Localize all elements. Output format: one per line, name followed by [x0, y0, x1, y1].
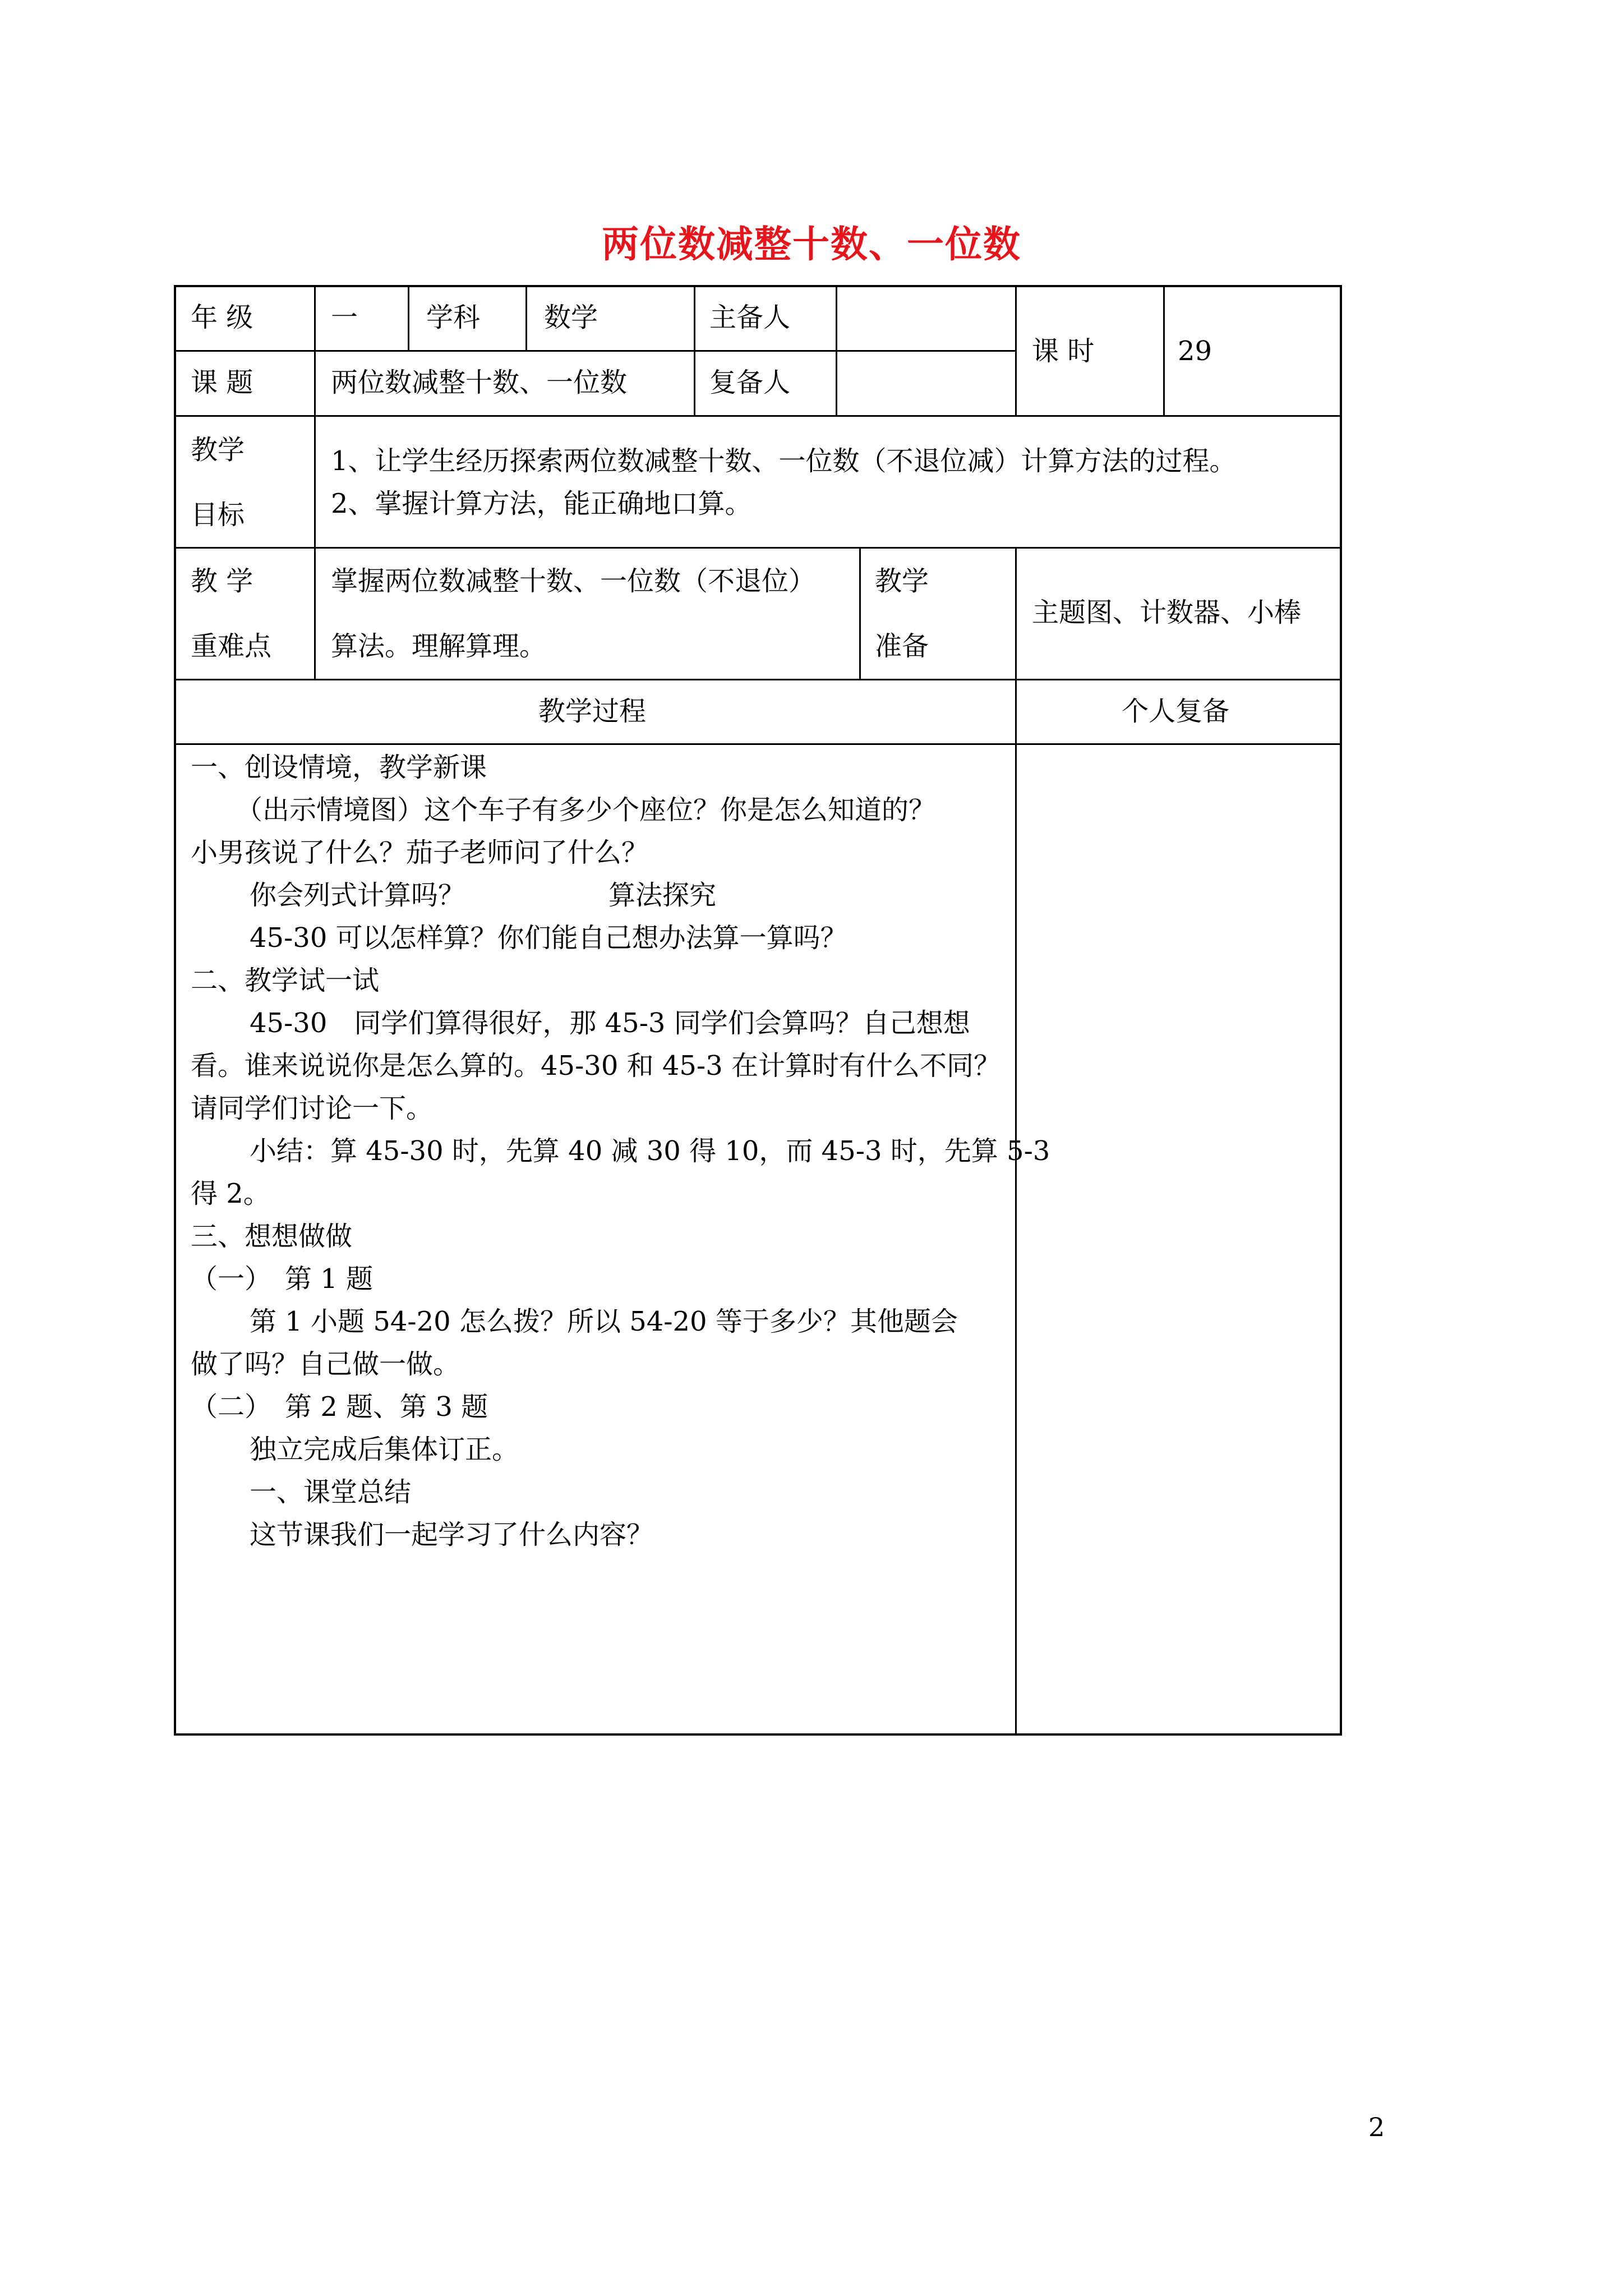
- process-line: 这节课我们一起学习了什么内容？: [250, 1519, 654, 1550]
- process-line: 得 2。: [191, 1178, 270, 1209]
- process-line: 算法探究: [608, 880, 717, 911]
- topic-value: 两位数减整十数、一位数: [331, 367, 628, 398]
- process-line: （二） 第 2 题、第 3 题: [191, 1391, 488, 1423]
- process-line: 一、课堂总结: [250, 1476, 412, 1508]
- process-line: 一、创设情境，教学新课: [191, 752, 487, 783]
- keypoints-label: 教 学: [191, 565, 253, 597]
- subject-value: 数学: [544, 302, 598, 333]
- topic-label: 课 题: [191, 367, 253, 398]
- process-line: 小结：算 45-30 时，先算 40 减 30 得 10，而 45-3 时，先算 5-3: [250, 1135, 1050, 1167]
- prep-value: 主题图、计数器、小棒: [1032, 597, 1302, 628]
- keypoints-line: 掌握两位数减整十数、一位数（不退位）: [331, 565, 816, 597]
- goals-label: 教学: [191, 434, 245, 466]
- co-preparer-label: 复备人: [709, 367, 791, 398]
- grade-label: 年 级: [191, 302, 253, 333]
- row-divider: [174, 350, 1017, 352]
- process-line: （一） 第 1 题: [191, 1263, 374, 1295]
- row-divider: [174, 547, 1342, 549]
- process-line: 第 1 小题 54-20 怎么拨？所以 54-20 等于多少？其他题会: [250, 1306, 958, 1337]
- keypoints-label: 重难点: [191, 631, 272, 662]
- keypoints-line: 算法。理解算理。: [331, 631, 547, 662]
- col-divider: [1163, 285, 1165, 415]
- goal-line: 2、掌握计算方法，能正确地口算。: [331, 488, 752, 519]
- table-border-top: [174, 285, 1342, 287]
- process-line: 小男孩说了什么？茄子老师问了什么？: [191, 837, 649, 868]
- prep-label: 教学: [875, 565, 929, 597]
- period-value: 29: [1178, 335, 1212, 367]
- table-border-left: [174, 285, 176, 1736]
- subject-label: 学科: [426, 302, 481, 333]
- col-divider: [1015, 285, 1017, 415]
- document-title: 两位数减整十数、一位数: [602, 222, 1021, 266]
- process-line: （出示情境图）这个车子有多少个座位？你是怎么知道的？: [236, 794, 936, 826]
- process-line: 45-30 同学们算得很好，那 45-3 同学们会算吗？自己想想: [250, 1007, 970, 1039]
- table-border-right: [1340, 285, 1342, 1736]
- grade-value: 一: [331, 302, 358, 333]
- process-line: 你会列式计算吗？: [250, 880, 465, 911]
- process-line: 独立完成后集体订正。: [250, 1434, 519, 1465]
- page-number: 2: [1368, 2112, 1385, 2142]
- goal-line: 1、让学生经历探索两位数减整十数、一位数（不退位减）计算方法的过程。: [331, 445, 1237, 477]
- process-line: 二、教学试一试: [191, 965, 380, 996]
- process-line: 看。谁来说说你是怎么算的。45-30 和 45-3 在计算时有什么不同？: [191, 1050, 1000, 1082]
- row-divider: [174, 743, 1342, 745]
- col-divider: [525, 285, 527, 350]
- process-line: 请同学们讨论一下。: [191, 1093, 434, 1124]
- col-divider: [314, 285, 316, 679]
- col-divider: [836, 285, 837, 415]
- col-divider: [859, 547, 861, 679]
- personal-header: 个人复备: [1122, 696, 1230, 727]
- process-line: 三、想想做做: [191, 1221, 353, 1252]
- row-divider: [174, 679, 1342, 680]
- col-divider: [694, 285, 695, 415]
- goals-label: 目标: [191, 499, 245, 531]
- process-line: 做了吗？自己做一做。: [191, 1349, 460, 1380]
- col-divider: [408, 285, 409, 350]
- process-header: 教学过程: [538, 696, 647, 727]
- process-line: 45-30 可以怎样算？你们能自己想办法算一算吗？: [250, 922, 847, 954]
- prep-label: 准备: [875, 631, 929, 662]
- main-preparer-label: 主备人: [709, 302, 791, 333]
- table-border-bottom: [174, 1733, 1342, 1736]
- row-divider: [174, 415, 1342, 417]
- period-label: 课 时: [1032, 335, 1095, 367]
